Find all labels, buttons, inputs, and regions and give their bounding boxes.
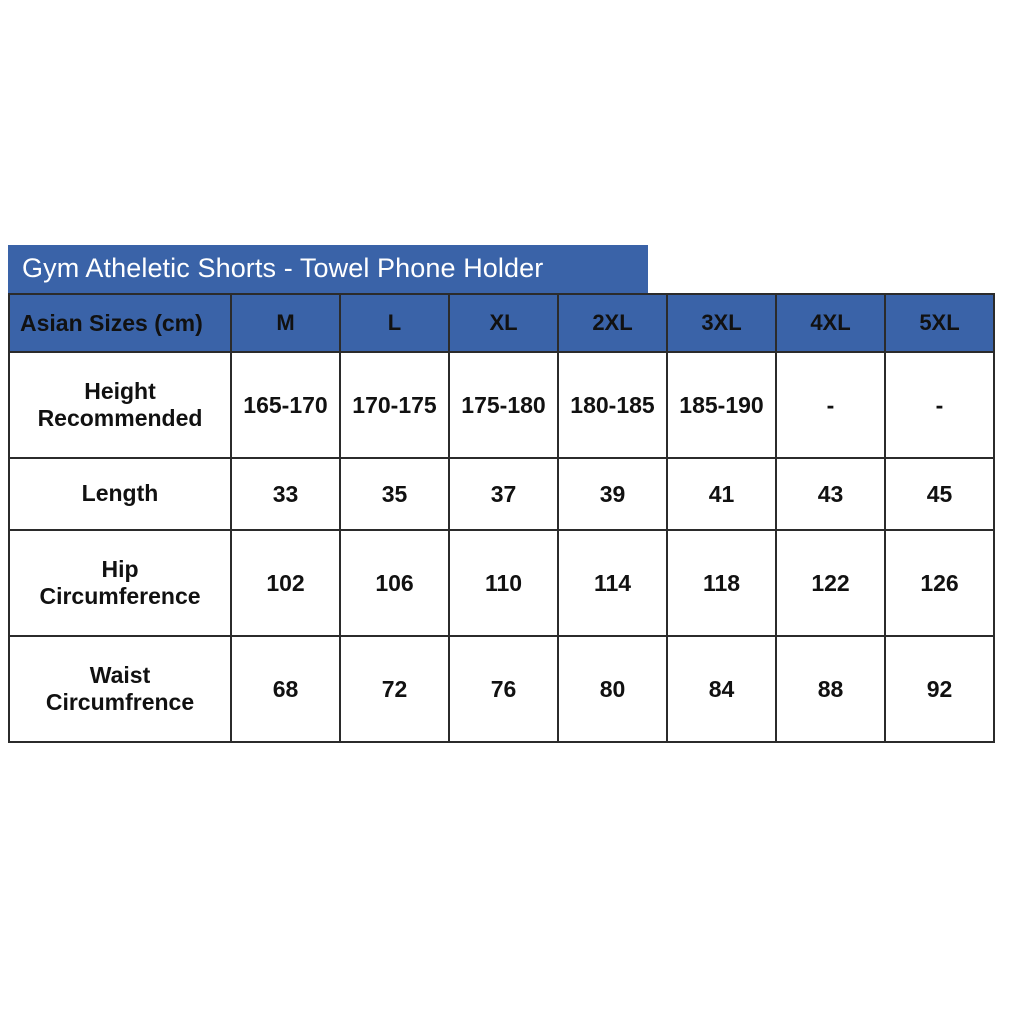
table-body [9, 352, 994, 742]
header-size-4xl: 4XL [776, 294, 885, 352]
cell-waist-4xl: 88 [776, 636, 885, 742]
header-corner-label: Asian Sizes (cm) [9, 294, 231, 352]
table-row [9, 530, 994, 636]
row-label-height [9, 352, 231, 458]
row-label-line: Circumfrence [45, 689, 195, 715]
cell-height-2xl: 180-185 [558, 352, 667, 458]
cell-waist-3xl: 84 [667, 636, 776, 742]
cell-length-3xl: 41 [667, 458, 776, 530]
row-label-line: Height [84, 377, 156, 404]
cell-height-xl: 175-180 [449, 352, 558, 458]
cell-hip-3xl: 118 [667, 530, 776, 636]
table-row [9, 352, 994, 458]
cell-length-4xl: 43 [776, 458, 885, 530]
table-header [9, 294, 994, 352]
header-size-xl: XL [449, 294, 558, 352]
header-row [9, 294, 994, 352]
cell-hip-m: 102 [231, 530, 340, 636]
cell-length-5xl: 45 [885, 458, 994, 530]
cell-waist-5xl: 92 [885, 636, 994, 742]
header-size-2xl: 2XL [558, 294, 667, 352]
header-size-3xl: 3XL [667, 294, 776, 352]
row-label-hip-circumference [9, 530, 231, 636]
chart-title: Gym Atheletic Shorts - Towel Phone Holder [8, 245, 648, 293]
row-label-length [9, 458, 231, 530]
cell-waist-xl: 76 [449, 636, 558, 742]
cell-hip-xl: 110 [449, 530, 558, 636]
row-label-waist-circumfrence [9, 636, 231, 742]
cell-hip-5xl: 126 [885, 530, 994, 636]
cell-height-4xl: - [776, 352, 885, 458]
cell-length-m: 33 [231, 458, 340, 530]
row-label-line: Waist [89, 661, 151, 688]
cell-length-2xl: 39 [558, 458, 667, 530]
cell-hip-l: 106 [340, 530, 449, 636]
cell-length-l: 35 [340, 458, 449, 530]
row-label-line: Recommended [37, 405, 203, 431]
row-label-line: Hip [101, 555, 139, 582]
cell-waist-l: 72 [340, 636, 449, 742]
table-row [9, 458, 994, 530]
cell-hip-4xl: 122 [776, 530, 885, 636]
table-row [9, 636, 994, 742]
cell-hip-2xl: 114 [558, 530, 667, 636]
cell-height-5xl: - [885, 352, 994, 458]
cell-height-3xl: 185-190 [667, 352, 776, 458]
row-label-line: Circumference [39, 583, 201, 609]
size-table [8, 293, 995, 743]
header-size-l: L [340, 294, 449, 352]
header-size-5xl: 5XL [885, 294, 994, 352]
cell-length-xl: 37 [449, 458, 558, 530]
cell-waist-2xl: 80 [558, 636, 667, 742]
row-label-line: Length [81, 480, 159, 507]
cell-waist-m: 68 [231, 636, 340, 742]
cell-height-l: 170-175 [340, 352, 449, 458]
header-size-m: M [231, 294, 340, 352]
cell-height-m: 165-170 [231, 352, 340, 458]
size-chart [8, 245, 994, 743]
